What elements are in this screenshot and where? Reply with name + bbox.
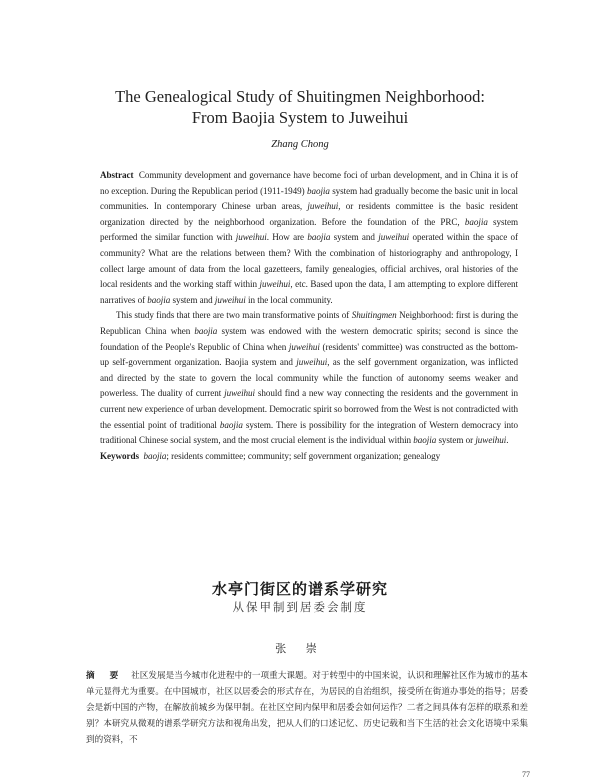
abstract-label: Abstract [100, 170, 134, 180]
keywords-line [100, 449, 518, 465]
chinese-author: 张 崇 [275, 642, 325, 655]
chinese-subtitle: 从保甲制到居委会制度 [232, 600, 368, 614]
abstract-paragraph-1 [100, 168, 518, 308]
keywords-text: baojia; residents committee; community; self government organization; genealogy [143, 450, 441, 461]
abstract-paragraph-2: This study finds that there are two main transformative points of Shuitingmen Neighborhood: first is during the Republican China when baojia system was endowed with the western democratic spirits; second is since the foundation of the People's Republic of China when juweihui (residents' committee) was constructed as the bottom-up self-government organization. Baojia system and juweihui, as the self government organization, was inflicted and directed by the state to govern the local community while the function of autonomy seems weaker and powerless. The duality of current juweihui should find a new way connecting the residents and the government in current new experience of urban development. Democratic spirit so borrowed from the West is not contradicted with the essential point of traditional baojia system. There is possibility for the integration of Western democracy into traditional Chinese social system, and the most crucial element is the individual within baojia system or juweihui. [100, 310, 519, 446]
chinese-abstract-label: 摘 要 [86, 671, 125, 681]
paper-title-line2: From Baojia System to Juweihui [191, 108, 409, 127]
paper-title-line1: The Genealogical Study of Shuitingmen Neighborhood: [115, 87, 485, 106]
chinese-abstract [86, 668, 528, 748]
chinese-title: 水亭门街区的谱系学研究 [211, 580, 388, 598]
page-number: 77 [522, 770, 530, 779]
author-english: Zhang Chong [271, 139, 329, 150]
keywords-label: Keywords [100, 450, 140, 461]
english-abstract [100, 168, 518, 464]
abstract-para1-text: Community development and governance have become foci of urban development, and in China it is of no exception. During the Republican period (1911-1949) baojia system had gradually become the basic unit in local communities. In contemporary Chinese urban areas, juweihui, or residents committee is the basic resident organization directed by the neighborhood organization. Before the foundation of the PRC, baojia system performed the similar function with juweihui. How are baojia system and juweihui operated within the space of community? What are the relations between them? With the combination of historiography and anthropology, I collect large amount of data from the local gazetteers, family genealogies, official archives, oral histories of the local residents and the working staff within juweihui, etc. Based upon the data, I am attempting to explore different narratives of baojia system and juweihui in the local community. [100, 170, 519, 305]
chinese-abstract-text: 社区发展是当今城市化进程中的一项重大课题。对于转型中的中国来说，认识和理解社区作为城市的基本单元显得尤为重要。在中国城市，社区以居委会的形式存在，为居民的自治组织，接受所在街道办事处的指导；居委会是新中国的产物，在解放前城乡为保甲制。在社区空间内保甲和居委会如何运作？二者之间具体有怎样的联系和差别？本研究从微观的谱系学研究方法和视角出发，把从人们的口述记忆、历史记载和当下生活的社会文化语境中采集到的资料，不 [86, 671, 528, 745]
